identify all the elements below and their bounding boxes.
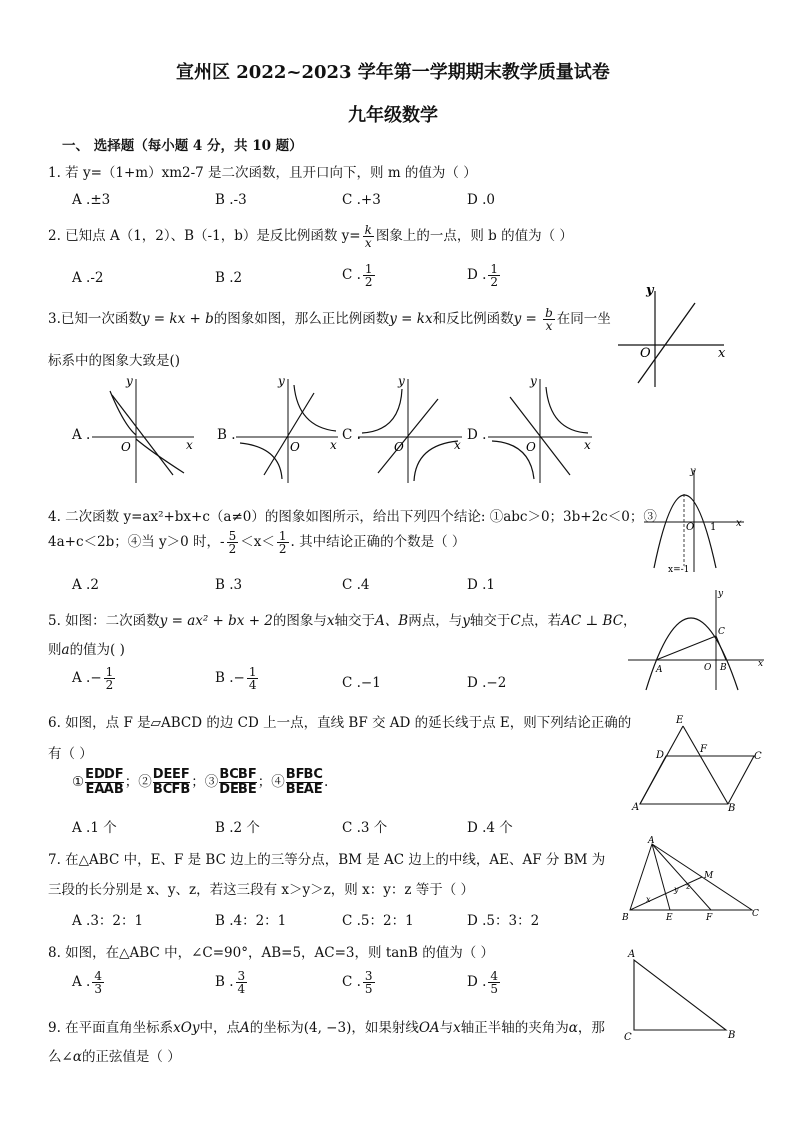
- svg-text:E: E: [666, 913, 673, 923]
- q7-option-b[interactable]: B .4：2：1: [215, 913, 287, 929]
- svg-text:y: y: [674, 885, 679, 894]
- q7-option-c[interactable]: C .5：2：1: [342, 913, 414, 929]
- svg-text:B: B: [720, 663, 727, 673]
- q3-stem-line1: 3.已知一次函数y = kx + b的图象如图，那么正比例函数y = kx和反比例函数y = $\frac{b}{x}$ 在同一坐: [48, 306, 611, 333]
- q6-stem-line2: 有（ ）: [48, 746, 93, 762]
- paper-subtitle: 九年级数学: [348, 105, 438, 126]
- q1-option-a[interactable]: A .±3: [72, 192, 111, 208]
- q4-stem-line1: 4. 二次函数 y=ax²+bx+c（a≠0）的图象如图所示，给出下列四个结论: ①abc＞0；3b+2c＜0；③: [48, 509, 657, 525]
- q3-option-b[interactable]: B .: [217, 427, 236, 443]
- q4-option-d[interactable]: D .1: [467, 577, 495, 593]
- q6-stem-line1: 6. 如图，点 F 是▱ABCD 的边 CD 上一点，直线 BF 交 AD 的延长线于点 E，则下列结论正确的: [48, 715, 632, 731]
- q2-stem: [48, 224, 573, 249]
- svg-text:y: y: [278, 375, 285, 388]
- q5-option-c[interactable]: C .−1: [342, 675, 381, 691]
- q3-option-b-graph[interactable]: [232, 375, 342, 485]
- q7-option-d[interactable]: D .5：3：2: [467, 913, 540, 929]
- q3-stem-line2: 标系中的图象大致是(): [48, 353, 181, 369]
- q7-stem-line2: 三段的长分别是 x、y、z，若这三段有 x＞y＞z，则 x：y：z 等于（ ）: [48, 882, 475, 898]
- svg-text:D: D: [656, 750, 665, 761]
- svg-text:O: O: [290, 440, 300, 454]
- svg-text:E: E: [676, 715, 684, 726]
- q2-option-a[interactable]: A .-2: [72, 270, 104, 286]
- svg-text:O: O: [121, 440, 131, 454]
- svg-text:A: A: [628, 949, 636, 960]
- q2-option-c[interactable]: C . $\frac{1}{2}$: [342, 262, 373, 289]
- svg-text:x: x: [454, 438, 461, 452]
- q8-stem: 8. 如图，在△ABC 中，∠C=90°，AB=5，AC=3，则 tanB 的值为（ ）: [48, 945, 494, 961]
- svg-text:x=-1: x=-1: [668, 565, 690, 574]
- svg-text:z: z: [686, 882, 691, 891]
- q1-stem: 1. 若 y=（1+m）xm2-7 是二次函数，且开口向下，则 m 的值为（ ）: [48, 165, 477, 181]
- q2-stem-post: 图象上的一点，则 b 的值为（ ）: [375, 228, 573, 244]
- svg-text:1: 1: [710, 522, 717, 533]
- svg-text:A: A: [648, 836, 655, 846]
- q4-option-a[interactable]: A .2: [72, 577, 99, 593]
- svg-text:x: x: [758, 659, 764, 669]
- q9-stem-line2: 么∠α的正弦值是（ ）: [48, 1049, 181, 1065]
- svg-text:M: M: [704, 871, 714, 881]
- q8-option-a[interactable]: A . $\frac{4}{3}$: [72, 969, 102, 996]
- q5-stem-line1: 5. 如图：二次函数y = ax² + bx + 2的图象与x轴交于A、B两点，与y轴交于C点，若AC ⊥ BC，: [48, 613, 637, 629]
- q4-option-c[interactable]: C .4: [342, 577, 370, 593]
- svg-text:C: C: [718, 627, 725, 637]
- svg-text:F: F: [706, 913, 713, 923]
- svg-text:B: B: [728, 803, 736, 812]
- svg-text:y: y: [690, 466, 696, 477]
- svg-text:C: C: [752, 909, 759, 919]
- q1-option-c[interactable]: C .+3: [342, 192, 381, 208]
- svg-text:x: x: [736, 518, 742, 529]
- q1-option-b[interactable]: B .-3: [215, 192, 247, 208]
- q2-option-b[interactable]: B .2: [215, 270, 243, 286]
- q6-option-b[interactable]: B .2 个: [215, 820, 260, 836]
- q8-option-b[interactable]: B . $\frac{3}{4}$: [215, 969, 246, 996]
- svg-text:O: O: [394, 440, 404, 454]
- q2-stem-pre: 2. 已知点 A（1，2）、B（-1，b）是反比例函数 y=: [48, 228, 361, 244]
- svg-text:x: x: [186, 438, 193, 452]
- svg-text:B: B: [728, 1030, 736, 1041]
- q7-figure: [618, 834, 766, 924]
- q2-fraction: $\frac{k}{x}$: [364, 223, 372, 250]
- q7-stem-line1: 7. 在△ABC 中，E、F 是 BC 边上的三等分点，BM 是 AC 边上的中线，AE、AF 分 BM 为: [48, 852, 606, 868]
- q6-option-d[interactable]: D .4 个: [467, 820, 513, 836]
- q3-option-c[interactable]: C .: [342, 427, 361, 443]
- svg-text:A: A: [656, 665, 663, 675]
- svg-text:y: y: [718, 589, 724, 599]
- q4-option-b[interactable]: B .3: [215, 577, 243, 593]
- svg-text:B: B: [622, 913, 629, 923]
- svg-text:y: y: [530, 375, 537, 388]
- svg-text:O: O: [686, 522, 695, 533]
- q1-option-d[interactable]: D .0: [467, 192, 495, 208]
- q3-option-d-graph[interactable]: [484, 375, 596, 485]
- svg-text:A: A: [632, 802, 640, 812]
- q6-statements: ① $\frac{ED}{EA}$ $\frac{DF}{AB}$ ；② $\frac{DE}{BC}$ $\frac{EF}{FB}$ ；③ $\frac{BC}{DE}$ $\frac{BF}{BE}$ ；④ $\frac{BF}{BE}$ $\frac{BC}{AE}$ .: [72, 767, 329, 797]
- q3-option-c-graph[interactable]: [354, 375, 466, 485]
- paper-title: 宣州区 2022~2023 学年第一学期期末教学质量试卷: [176, 62, 610, 83]
- q3-option-d[interactable]: D .: [467, 427, 487, 443]
- q4-stem-line2: 4a+c＜2b；④当 y＞0 时，- $\frac{5}{2}$ ＜x＜ $\frac{1}{2}$ . 其中结论正确的个数是（ ）: [48, 529, 466, 556]
- q3-option-a[interactable]: A .: [72, 427, 91, 443]
- q6-figure: [628, 712, 768, 812]
- q2-option-d[interactable]: D . $\frac{1}{2}$: [467, 262, 499, 289]
- svg-text:F: F: [700, 744, 707, 755]
- svg-text:x: x: [646, 895, 651, 904]
- q3-reference-figure: [610, 285, 730, 390]
- svg-text:x: x: [584, 438, 591, 452]
- svg-text:y: y: [398, 375, 405, 388]
- q3-fig-y-label: y: [646, 285, 654, 298]
- q8-option-d[interactable]: D . $\frac{4}{5}$: [467, 969, 499, 996]
- q3-option-a-graph[interactable]: [88, 375, 198, 485]
- q5-option-d[interactable]: D .−2: [467, 675, 507, 691]
- svg-text:C: C: [754, 751, 762, 762]
- q5-figure: [624, 586, 770, 692]
- q3-fig-x-label: x: [718, 346, 726, 361]
- svg-text:C: C: [624, 1032, 632, 1043]
- q5-option-a[interactable]: A .− $\frac{1}{2}$: [72, 665, 114, 692]
- svg-text:x: x: [330, 438, 337, 452]
- section-title: 一、 选择题（每小题 4 分，共 10 题）: [62, 138, 303, 154]
- svg-text:y: y: [126, 375, 133, 388]
- q3-fig-origin: O: [640, 346, 651, 361]
- svg-text:O: O: [704, 663, 712, 673]
- q5-option-b[interactable]: B .− $\frac{1}{4}$: [215, 665, 257, 692]
- q7-option-a[interactable]: A .3：2：1: [72, 913, 144, 929]
- q6-option-c[interactable]: C .3 个: [342, 820, 388, 836]
- q9-stem-line1: 9. 在平面直角坐标系xOy中，点A的坐标为(4, −3)，如果射线OA与x轴正半轴的夹角为α，那: [48, 1020, 605, 1036]
- q8-figure: [620, 944, 746, 1044]
- q6-option-a[interactable]: A .1 个: [72, 820, 117, 836]
- q5-stem-line2: 则a的值为( ): [48, 642, 125, 658]
- svg-text:O: O: [526, 440, 536, 454]
- q4-figure: [640, 464, 750, 574]
- q8-option-c[interactable]: C . $\frac{3}{5}$: [342, 969, 373, 996]
